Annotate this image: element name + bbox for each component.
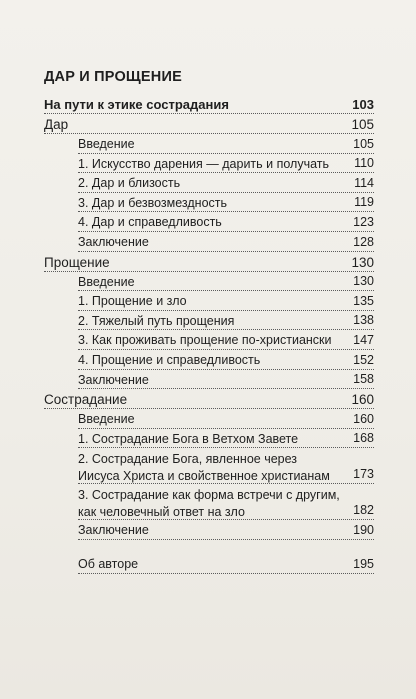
toc-entry-page: 130 (351, 254, 374, 270)
toc-entry-text: 3. Как проживать прощение по-христиански (78, 333, 332, 348)
toc-entry-text: Прощение (44, 254, 110, 270)
toc-entry (78, 311, 374, 331)
toc-entry-intro (44, 94, 374, 114)
toc-entry-page: 190 (353, 522, 374, 537)
toc-entry-text: Сострадание (44, 392, 128, 408)
toc-entry-chapter-forgiveness (44, 252, 374, 272)
toc-entry-text: 2. Тяжелый путь прощения (78, 313, 235, 328)
table-of-contents (44, 68, 374, 574)
toc-entry-page: 147 (353, 332, 374, 347)
toc-entry-page: 114 (354, 175, 374, 190)
toc-entry-text: 2. Дар и близость (78, 176, 181, 191)
toc-entry-page: 158 (353, 372, 374, 387)
toc-entry-page: 168 (353, 431, 374, 446)
toc-entry (78, 429, 374, 449)
toc-entry (78, 330, 374, 350)
toc-entry-text: 1. Сострадание Бога в Ветхом Завете (78, 431, 299, 446)
toc-entry-text: 3. Дар и безвозмездность (78, 195, 228, 210)
toc-entry (78, 272, 374, 292)
toc-entry (78, 370, 374, 390)
toc-entry (78, 134, 374, 154)
toc-entry-text: Заключение (78, 234, 149, 249)
toc-entry-page: 160 (351, 392, 374, 408)
toc-entry (78, 448, 374, 484)
toc-entry (78, 193, 374, 213)
toc-entry-text: 2. Сострадание Бога, явленное через Иисуса Христа и свойственное христианам (78, 452, 330, 484)
toc-entry-text: 1. Искусство дарения — дарить и получать (78, 156, 330, 171)
toc-entry-page: 105 (351, 117, 374, 132)
toc-entry-page: 103 (352, 97, 374, 112)
toc-entry (78, 232, 374, 252)
toc-entry-text: Об авторе (78, 556, 139, 571)
toc-entry-chapter-compassion (44, 389, 374, 409)
toc-entry-about-author (78, 554, 374, 574)
toc-entry-text: Заключение (78, 372, 149, 387)
toc-entry-page: 160 (353, 411, 374, 426)
section-title: ДАР И ПРОЩЕНИЕ (44, 69, 182, 85)
toc-entry-text: Введение (78, 274, 135, 289)
toc-entry-text: 1. Прощение и зло (78, 294, 187, 309)
toc-entry-text: 4. Дар и справедливость (78, 215, 222, 230)
toc-entry (78, 173, 374, 193)
toc-entry-page: 119 (354, 195, 374, 210)
toc-entry-page: 128 (353, 234, 374, 249)
toc-entry-page: 110 (354, 156, 374, 171)
toc-entry-page: 195 (353, 556, 374, 571)
toc-entry (78, 350, 374, 370)
toc-entry-page: 182 (353, 503, 374, 518)
toc-entry-text: Заключение (78, 523, 149, 538)
toc-entry-page: 135 (353, 293, 374, 308)
toc-entry-text: Введение (78, 137, 135, 151)
toc-entry-text: Введение (78, 412, 135, 427)
toc-entry-text: 4. Прощение и справедливость (78, 352, 261, 367)
toc-entry-text: 3. Сострадание как форма встречи с другим, как человечный ответ на зло (78, 488, 340, 520)
toc-entry-page: 138 (353, 313, 374, 328)
toc-entry-page: 105 (353, 136, 374, 151)
toc-entry-page: 123 (353, 214, 374, 229)
toc-entry (78, 520, 374, 540)
toc-entry-text: Дар (44, 117, 69, 132)
toc-entry (78, 484, 374, 520)
toc-entry-page: 173 (353, 467, 374, 482)
toc-entry (78, 154, 374, 174)
toc-entry-page: 130 (353, 274, 374, 289)
toc-entry-page: 152 (353, 352, 374, 367)
toc-entry-text: На пути к этике сострадания (44, 97, 229, 112)
toc-entry (78, 409, 374, 429)
toc-entry (78, 291, 374, 311)
toc-entry-chapter-gift (44, 114, 374, 134)
toc-entry (78, 212, 374, 232)
